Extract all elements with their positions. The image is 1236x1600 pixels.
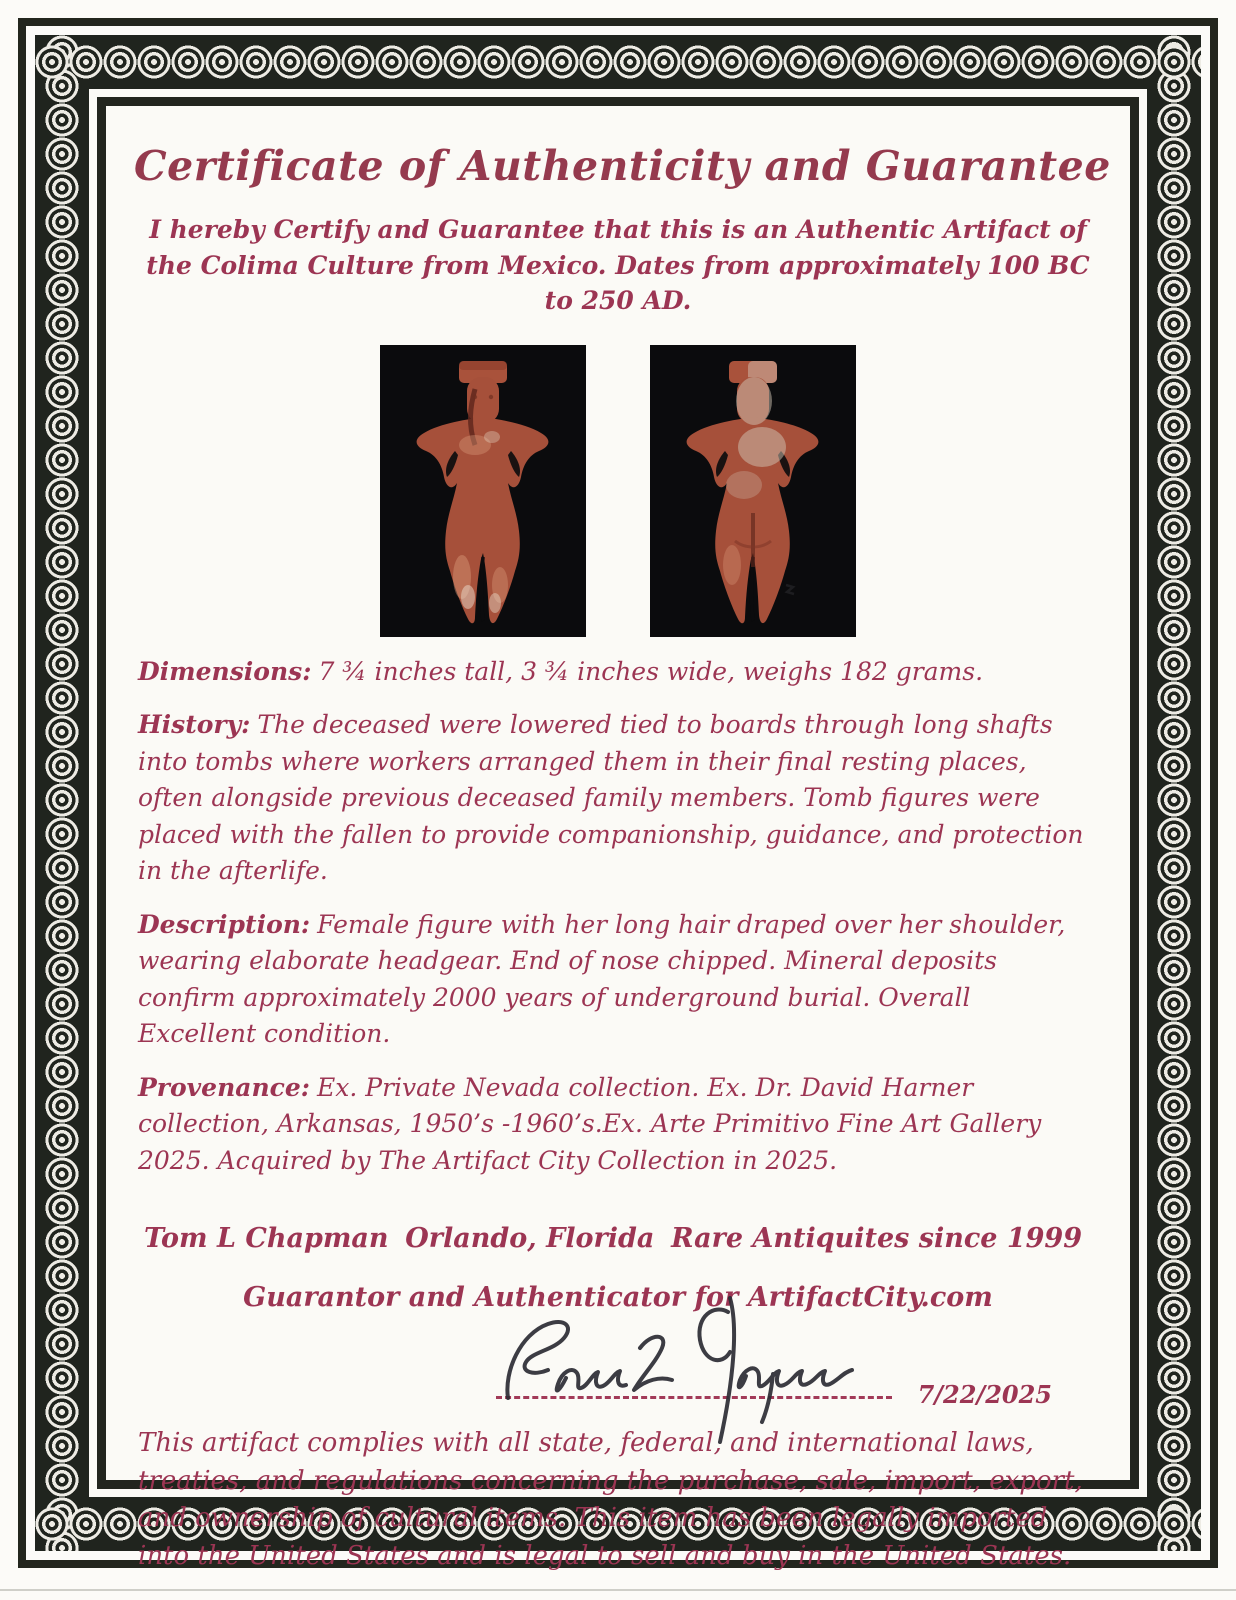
inner-frame: [97, 97, 1139, 1572]
inner-gap: [89, 89, 1147, 1572]
certificate-title: Certificate of Authenticity and Guarantee: [134, 142, 1111, 190]
signature-block: [134, 1315, 1102, 1411]
dimensions-text: 7 ¾ inches tall, 3 ¾ inches wide, weighs 182 grams.: [318, 656, 984, 686]
provenance-text: Ex. Private Nevada collection. Ex. Dr. David Harner collection, Arkansas, 1950’s -1960’s.Ex. Arte Primitivo Fine Art Gallery 2025. Acquired by The Artifact City Collection in 2025.: [138, 1072, 1042, 1175]
artifact-photo-back: [650, 345, 856, 637]
artifact-photos: [134, 345, 1102, 637]
figure-back-image: [650, 345, 856, 637]
description-text: Female figure with her long hair draped over her shoulder, wearing elaborate headgear. End of nose chipped. Mineral deposits confirm approximately 2000 years of underground burial. Overall Excellent condition.: [138, 909, 1066, 1048]
history-label: History:: [138, 710, 251, 739]
signature-line: [496, 1396, 892, 1399]
legal-paragraph: This artifact complies with all state, federal, and international laws, treaties, and regulations concerning the purchase, sale, import, export, and ownership of cultural items. This item has been legally imported into the United States and is legal to sell and buy in the United States.: [138, 1428, 1083, 1572]
history-section: [138, 707, 1094, 890]
certificate-content: [106, 106, 1130, 1572]
certificate-intro: I hereby Certify and Guarantee that this is an Authentic Artifact of the Colima Culture from Mexico. Dates from approximately 100 BC to 250 AD.: [146, 215, 1090, 315]
provenance-section: [138, 1070, 1094, 1180]
figure-front-image: [380, 345, 586, 637]
signatory-location: Orlando, Florida: [405, 1223, 655, 1254]
signatory-tagline: Rare Antiquites since 1999: [671, 1223, 1082, 1254]
signature-date: 7/22/2025: [917, 1380, 1052, 1409]
history-text: The deceased were lowered tied to boards through long shafts into tombs where workers arranged them in their final resting places, often alongside previous deceased family members. Tomb figures were placed with the fallen to provide companionship, guidance, and protection in the afterlife.: [138, 710, 1084, 885]
dimensions-label: Dimensions:: [138, 656, 312, 686]
outer-frame: [18, 18, 1218, 1572]
provenance-label: Provenance:: [138, 1072, 310, 1102]
ornament-border: [35, 35, 1201, 1572]
description-label: Description:: [138, 909, 311, 939]
signatory-name: Tom L Chapman: [144, 1223, 389, 1254]
guarantor-line: Guarantor and Authenticator for ArtifactCity.com: [243, 1282, 993, 1313]
dimensions-section: [138, 654, 1094, 691]
signatory-row: [134, 1223, 1102, 1254]
artifact-photo-front: [380, 345, 586, 637]
description-section: [138, 907, 1094, 1053]
